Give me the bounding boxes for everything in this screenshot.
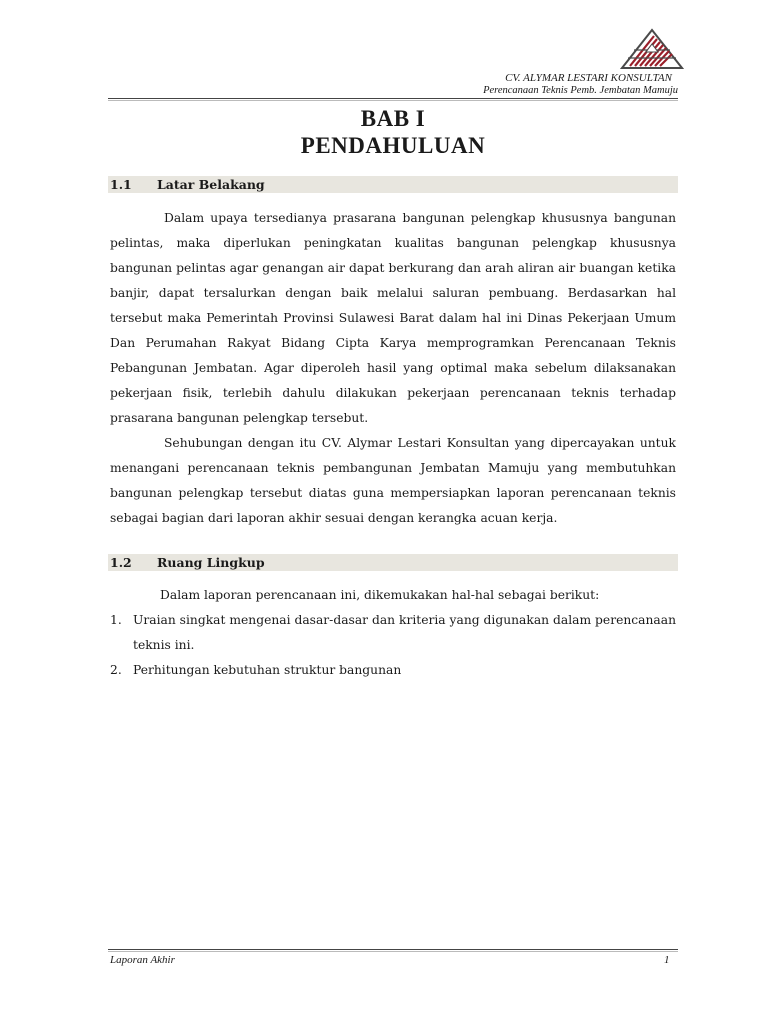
- section-number: 1.2: [110, 555, 132, 570]
- section-intro: Dalam laporan perencanaan ini, dikemukakan hal-hal sebagai berikut:: [160, 588, 600, 602]
- header-company-name: CV. ALYMAR LESTARI KONSULTAN: [505, 72, 672, 84]
- list-item-number: 2.: [110, 663, 122, 677]
- list-item-number: 1.: [110, 613, 122, 627]
- section-heading-latar-belakang: [108, 176, 678, 193]
- header-divider: [108, 98, 678, 99]
- page-number: 1: [664, 954, 670, 966]
- footer-divider-secondary: [108, 951, 678, 952]
- chapter-number: BAB I: [360, 106, 426, 131]
- footer-report-name: Laporan Akhir: [110, 954, 175, 966]
- list-item-text: Uraian singkat mengenai dasar-dasar dan kriteria yang digunakan dalam perencanaan teknis ini.: [133, 613, 676, 652]
- section-number: 1.1: [110, 177, 132, 192]
- paragraph: Sehubungan dengan itu CV. Alymar Lestari Konsultan yang dipercayakan untuk menangani perencanaan teknis pembangunan Jembatan Mamuju yang membutuhkan bangunan pelengkap tersebut diatas guna mempersiapkan laporan perencanaan teknis sebagai bagian dari laporan akhir sesuai dengan kerangka acuan kerja.: [110, 436, 676, 525]
- section-heading-ruang-lingkup: [108, 554, 678, 571]
- company-logo: [620, 26, 684, 72]
- header-divider-secondary: [108, 100, 678, 101]
- section-title: Ruang Lingkup: [157, 555, 265, 570]
- header-project-name: Perencanaan Teknis Pemb. Jembatan Mamuju: [483, 85, 678, 96]
- paragraph: Dalam upaya tersedianya prasarana bangunan pelengkap khususnya bangunan pelintas, maka diperlukan peningkatan kualitas bangunan pelengkap khususnya bangunan pelintas agar genangan air dapat berkurang dan arah aliran air buangan ketika banjir, dapat tersalurkan dengan baik melalui saluran pembuang. Berdasarkan hal tersebut maka Pemerintah Provinsi Sulawesi Barat dalam hal ini Dinas Pekerjaan Umum Dan Perumahan Rakyat Bidang Cipta Karya memprogramkan Perencanaan Teknis Pebangunan Jembatan. Agar diperoleh hasil yang optimal maka sebelum dilaksanakan pekerjaan fisik, terlebih dahulu dilakukan pekerjaan perencanaan teknis terhadap prasarana bangunan pelengkap tersebut.: [110, 211, 676, 425]
- list-item-text: Perhitungan kebutuhan struktur bangunan: [133, 663, 402, 677]
- footer-divider: [108, 949, 678, 950]
- section-title: Latar Belakang: [157, 177, 265, 192]
- chapter-title: PENDAHULUAN: [300, 133, 486, 158]
